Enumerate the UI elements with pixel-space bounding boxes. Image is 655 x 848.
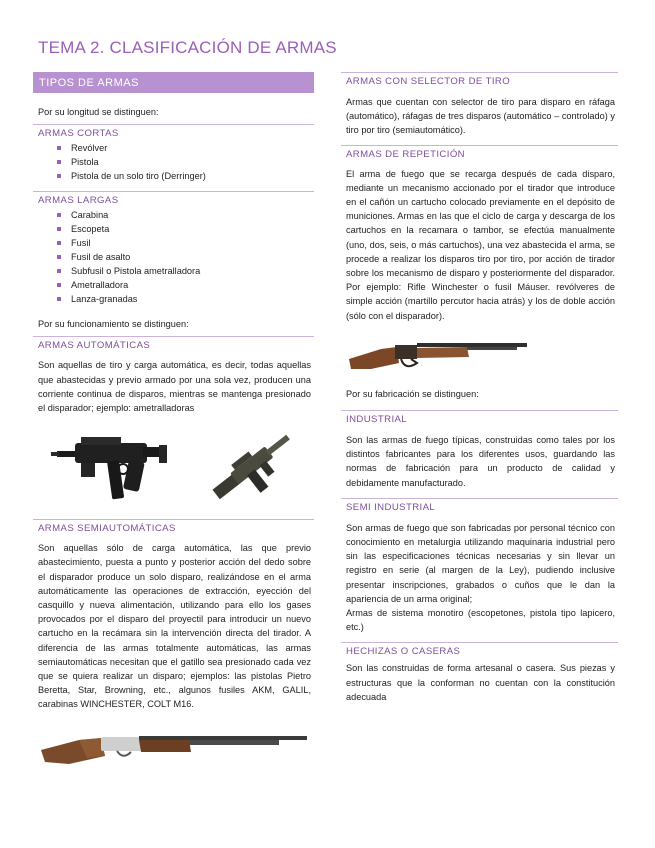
largas-heading: ARMAS LARGAS: [33, 191, 314, 208]
list-item: Fusil: [57, 236, 314, 250]
page-title: TEMA 2. CLASIFICACIÓN DE ARMAS: [38, 38, 337, 57]
shotgun-image-wrap: [33, 726, 314, 766]
shotgun-image: [39, 726, 309, 766]
semiautomaticas-text: Son aquellas sólo de carga automática, las que previo abastecimiento, puesta a punto y posterior acción del dedo sobre el disparador produce un solo disparo, realizándose en el arma automáticamente las operaciones de extracción, eyección del casquillo y nueva alimentación, utilizando para ello los gases provocados por el disparo del proyectil para introducir un nuevo cartucho en la recámara sin la intervención directa del tirador. A diferencia de las armas totalmente automáticas, las armas semiautomáticas necesitan que el gatillo sea presionado cada vez que se quiera realizar un disparo; ejemplos: las pistolas Pietro Beretta, Star, Browning, etc., algunos fusiles AKM, GALIL, carabinas WINCHESTER, COLT M16.: [38, 543, 311, 710]
list-item: Escopeta: [57, 222, 314, 236]
selector-text: Armas que cuentan con selector de tiro para disparo en ráfaga (automático), ráfagas de tres disparos (automático – controlado) y tiro por tiro (semiautomático).: [346, 97, 615, 136]
right-column: [341, 72, 618, 704]
tipos-banner: TIPOS DE ARMAS: [33, 72, 314, 93]
list-item: Subfusil o Pistola ametralladora: [57, 264, 314, 278]
list-item: Lanza-granadas: [57, 292, 314, 306]
hechizas-text: Son las construidas de forma artesanal o casera. Sus piezas y estructuras que la conforman no cuentan con la constitución adecuada: [346, 663, 615, 702]
assault-rifle-image: [206, 425, 296, 507]
automaticas-heading: ARMAS AUTOMÁTICAS: [33, 336, 314, 353]
cortas-list: [33, 141, 314, 183]
automaticas-text: Son aquellas de tiro y carga automática, es decir, todas aquellas que abastecidas y previo armado por una sola vez, producen una corriente continua de disparos, mientras se mantenga presionado el disparador; ejemplo: ametralladoras: [38, 360, 311, 414]
funcionamiento-intro: Por su funcionamiento se distinguen:: [38, 319, 189, 330]
industrial-text: Son las armas de fuego típicas, construidas como tales por los distintos fabricantes para los diferentes usos, guardando las normas de fabricación para un producto de calidad y debidamente manufacturado.: [346, 435, 615, 488]
list-item: Fusil de asalto: [57, 250, 314, 264]
semi-industrial-text: Son armas de fuego que son fabricadas por personal técnico con conocimiento en metalurgia utilizando maquinaria industrial pero sin las especificaciones técnicas necesarias y sin llevar un registro en serie (al margen de la Ley), pudiendo inclusive presentar inscripciones, grabados o cuños que le dan la apariencia de un arma original;: [346, 522, 615, 604]
selector-heading: ARMAS CON SELECTOR DE TIRO: [341, 72, 618, 89]
list-item: Ametralladora: [57, 278, 314, 292]
submachine-gun-image: [51, 425, 169, 507]
largas-list: [33, 208, 314, 306]
semiautomaticas-heading: ARMAS SEMIAUTOMÁTICAS: [33, 519, 314, 536]
lever-action-rifle-image: [347, 337, 529, 373]
cortas-heading: ARMAS CORTAS: [33, 124, 314, 141]
automatic-weapons-images: [33, 425, 314, 507]
left-column: [33, 72, 314, 766]
list-item: Pistola: [57, 155, 314, 169]
list-item: Pistola de un solo tiro (Derringer): [57, 169, 314, 183]
hechizas-heading: HECHIZAS O CASERAS: [341, 642, 618, 659]
list-item: Revólver: [57, 141, 314, 155]
repeticion-text: El arma de fuego que se recarga después de cada disparo, mediante un mecanismo accionado por el tirador que introduce en el cañón un cartucho colocado previamente en el depósito de municiones. Armas en las que el ciclo de carga y descarga de los cartuchos en la recamara o tambor, se efectúa manualmente (uno, dos, seis, o más cartuchos), una vez abastecida el arma, se procede a realizar los disparos tiro por tiro, por acción de tirador sobre los mecanismo de disparo y posteriormente del disparador. Por ejemplo: Rifle Winchester o fusil Máuser. revólveres de simple acción (martillo percutor hacia atrás) y los de doble acción (sólo con el disparador).: [346, 168, 615, 321]
semi-industrial-text-2: Armas de sistema monotiro (escopetones, pistola tipo lapicero, etc.): [346, 608, 615, 633]
semi-industrial-heading: SEMI INDUSTRIAL: [341, 498, 618, 515]
list-item: Carabina: [57, 208, 314, 222]
industrial-heading: INDUSTRIAL: [341, 410, 618, 427]
lever-rifle-image-wrap: [341, 337, 618, 373]
fabricacion-intro: Por su fabricación se distinguen:: [346, 388, 479, 399]
longitud-intro: Por su longitud se distinguen:: [38, 107, 159, 117]
repeticion-heading: ARMAS DE REPETICIÓN: [341, 145, 618, 162]
